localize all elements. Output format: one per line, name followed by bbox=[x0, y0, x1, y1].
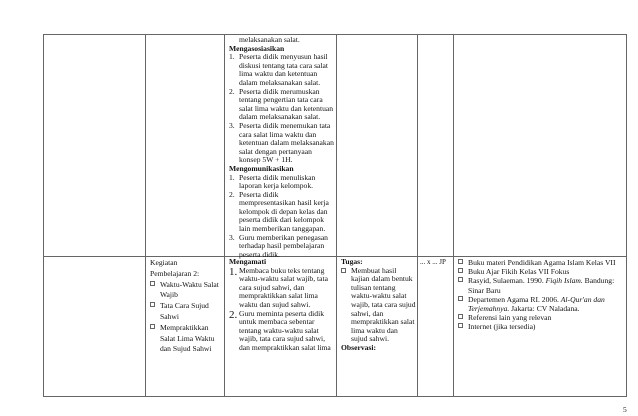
list-item: Referensi lain yang relevan bbox=[458, 313, 624, 322]
mengomunikasikan-list bbox=[229, 174, 335, 260]
row-line bbox=[43, 34, 627, 35]
activity-cell-upper bbox=[229, 36, 335, 259]
observasi-heading: Observasi: bbox=[341, 342, 377, 352]
mengamati-heading: Mengamati bbox=[229, 257, 267, 266]
page-number: 5 bbox=[623, 405, 627, 414]
list-item: 1. Membaca buku teks tentang waktu-waktu salat wajib, tata cara sujud sahwi, dan mempraktikkan salat lima waktu dan sujud sahwi. bbox=[229, 265, 328, 309]
alokasi-waktu: ... x ... JP bbox=[420, 258, 446, 266]
checkbox-icon bbox=[150, 281, 155, 286]
list-item: Mempraktikkan Salat Lima Waktu dan Sujud Sahwi bbox=[150, 323, 222, 355]
checkbox-icon bbox=[458, 259, 463, 264]
mengomunikasikan-heading: Mengomunikasikan bbox=[229, 163, 294, 173]
col-line bbox=[336, 34, 337, 397]
checkbox-icon bbox=[458, 314, 463, 319]
sumber-list bbox=[458, 258, 624, 332]
col-line bbox=[626, 34, 627, 397]
checkbox-icon bbox=[458, 277, 463, 282]
list-item: 3. Guru memberikan penegasan terhadap hasil pembelajaran peserta didik. bbox=[229, 232, 328, 259]
checkbox-icon bbox=[458, 296, 463, 301]
list-item: Buku materi Pendidikan Agama Islam Kelas VII bbox=[458, 258, 624, 267]
kegiatan-title-2: Pembelajaran 2: bbox=[150, 268, 200, 278]
mengamati-cell bbox=[229, 258, 335, 353]
kegiatan-title-1: Kegiatan bbox=[150, 258, 178, 267]
list-item: Tata Cara Sujud Sahwi bbox=[150, 301, 222, 323]
checkbox-icon bbox=[458, 323, 463, 328]
list-item: Rasyid, Sulaeman. 1990. Fiqih Islam. Bandung: Sinar Baru bbox=[458, 276, 624, 294]
penilaian-cell bbox=[341, 258, 416, 353]
continued-line: melaksanakan salat. bbox=[239, 35, 300, 44]
mengasosiasikan-list bbox=[229, 53, 335, 165]
checkbox-icon bbox=[458, 268, 463, 273]
mengasosiasikan-heading: Mengasosiasikan bbox=[229, 43, 285, 53]
mengamati-list bbox=[229, 267, 335, 353]
row-line bbox=[43, 256, 627, 257]
checkbox-icon bbox=[150, 302, 155, 307]
col-line bbox=[145, 34, 146, 397]
checkbox-icon bbox=[341, 268, 346, 273]
kegiatan-cell bbox=[150, 258, 222, 355]
list-item: 1. Peserta didik menyusun hasil diskusi tentang tata cara salat lima waktu dan ketentuan dalam melaksanakan salat. bbox=[229, 52, 328, 87]
list-item: Waktu-Waktu Salat Wajib bbox=[150, 280, 222, 302]
row-line bbox=[43, 396, 627, 397]
list-item: 2. Peserta didik mempresentasikan hasil kerja kelompok di depan kelas dan peserta didik dari kelompok lain memberikan tanggapan. bbox=[229, 189, 329, 234]
col-line bbox=[453, 34, 454, 397]
list-item: 2. Guru meminta peserta didik untuk membaca sebentar tentang waktu-waktu salat wajib, tata cara sujud sahwi, dan mempraktikkan salat lima bbox=[229, 308, 331, 352]
tugas-list bbox=[341, 267, 416, 344]
kegiatan-list bbox=[150, 280, 222, 356]
list-item: Departemen Agama RI. 2006. Al-Qur'an dan Terjemahnya. Jakarta: CV Naladana. bbox=[458, 295, 624, 313]
col-line bbox=[43, 34, 44, 397]
col-line bbox=[417, 34, 418, 397]
checkbox-icon bbox=[150, 324, 155, 329]
list-item: 1. Peserta didik menuliskan laporan kerja kelompok. bbox=[229, 172, 316, 191]
list-item: 2. Peserta didik merumuskan tentang pengertian tata cara salat lima waktu dan ketentuan dalam melaksanakan salat. bbox=[229, 86, 334, 122]
list-item: Internet (jika tersedia) bbox=[458, 322, 624, 331]
sumber-belajar-cell bbox=[458, 258, 624, 332]
list-item: Membuat hasil kajian dalam bentuk tulisan tentang waktu-waktu salat wajib, tata cara sujud sahwi, dan mempraktikkan salat lima waktu dan sujud sahwi. bbox=[341, 267, 416, 344]
col-line bbox=[224, 34, 225, 397]
tugas-heading: Tugas: bbox=[341, 257, 363, 266]
list-item: Buku Ajar Fikih Kelas VII Fokus bbox=[458, 267, 624, 276]
list-item: 3. Peserta didik menemukan tata cara salat lima waktu dan ketentuan dalam melaksanakan salat dengan pertanyaan konsep 5W + 1H. bbox=[229, 120, 334, 165]
